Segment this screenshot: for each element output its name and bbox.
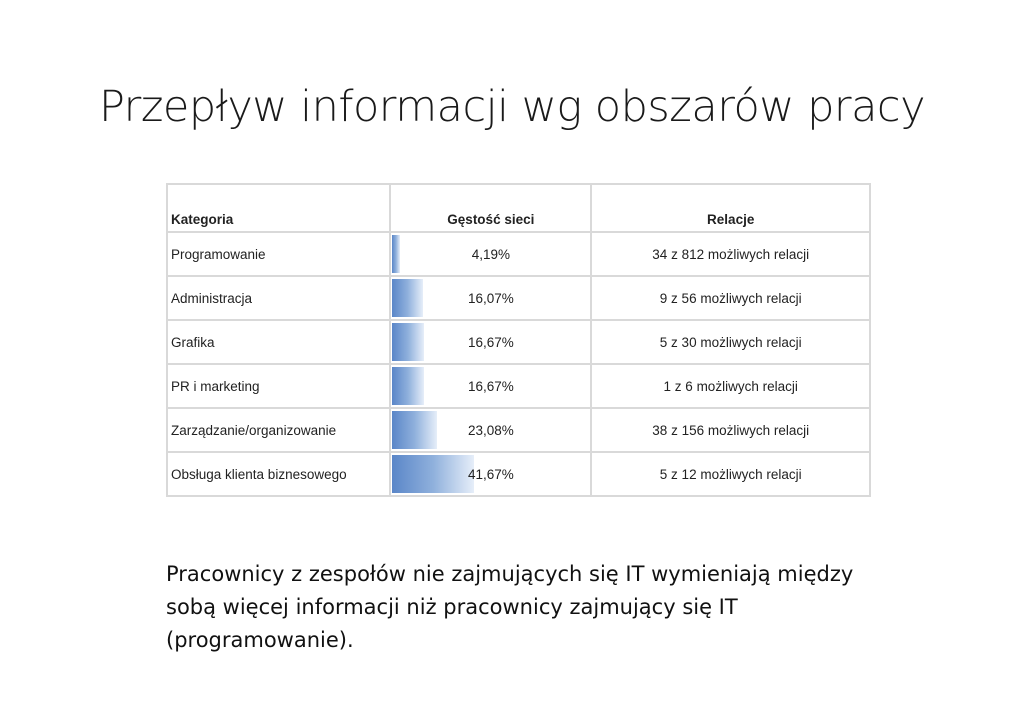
row-relations: 5 z 30 możliwych relacji — [591, 320, 870, 364]
density-value: 16,67% — [467, 378, 514, 394]
row-relations: 34 z 812 możliwych relacji — [591, 232, 870, 276]
table-row — [167, 276, 870, 320]
density-value: 23,08% — [467, 422, 514, 438]
row-density — [390, 320, 591, 364]
density-value: 16,67% — [467, 334, 514, 350]
density-value: 41,67% — [467, 466, 514, 482]
row-density — [390, 232, 591, 276]
row-density — [390, 452, 591, 496]
table-row — [167, 364, 870, 408]
note-text: Pracownicy z zespołów nie zajmujących się IT wymieniają między sobą więcej informacji niż pracownicy zajmujący się IT (programowanie). — [166, 562, 854, 652]
density-bar — [392, 235, 399, 273]
row-category: Programowanie — [167, 232, 390, 276]
row-relations: 1 z 6 możliwych relacji — [591, 364, 870, 408]
row-category: Obsługa klienta biznesowego — [167, 452, 390, 496]
density-bar — [392, 455, 474, 493]
row-category: Administracja — [167, 276, 390, 320]
density-bar — [392, 323, 424, 361]
density-value: 16,07% — [467, 290, 514, 306]
row-density — [390, 408, 591, 452]
table-row — [167, 452, 870, 496]
row-category: PR i marketing — [167, 364, 390, 408]
table-header-row — [167, 184, 870, 232]
header-category: Kategoria — [167, 184, 390, 232]
row-relations: 5 z 12 możliwych relacji — [591, 452, 870, 496]
density-bar — [392, 279, 423, 317]
density-value: 4,19% — [471, 246, 510, 262]
row-category: Zarządzanie/organizowanie — [167, 408, 390, 452]
row-category: Grafika — [167, 320, 390, 364]
row-relations: 38 z 156 możliwych relacji — [591, 408, 870, 452]
row-density — [390, 276, 591, 320]
row-relations: 9 z 56 możliwych relacji — [591, 276, 870, 320]
header-relations: Relacje — [591, 184, 870, 232]
table-row — [167, 232, 870, 276]
density-bar — [392, 367, 424, 405]
table-row — [167, 320, 870, 364]
row-density — [390, 364, 591, 408]
table-row — [167, 408, 870, 452]
density-table — [166, 183, 871, 497]
density-bar — [392, 411, 437, 449]
slide-title: Przepływ informacji wg obszarów pracy — [98, 82, 926, 132]
header-density: Gęstość sieci — [390, 184, 591, 232]
